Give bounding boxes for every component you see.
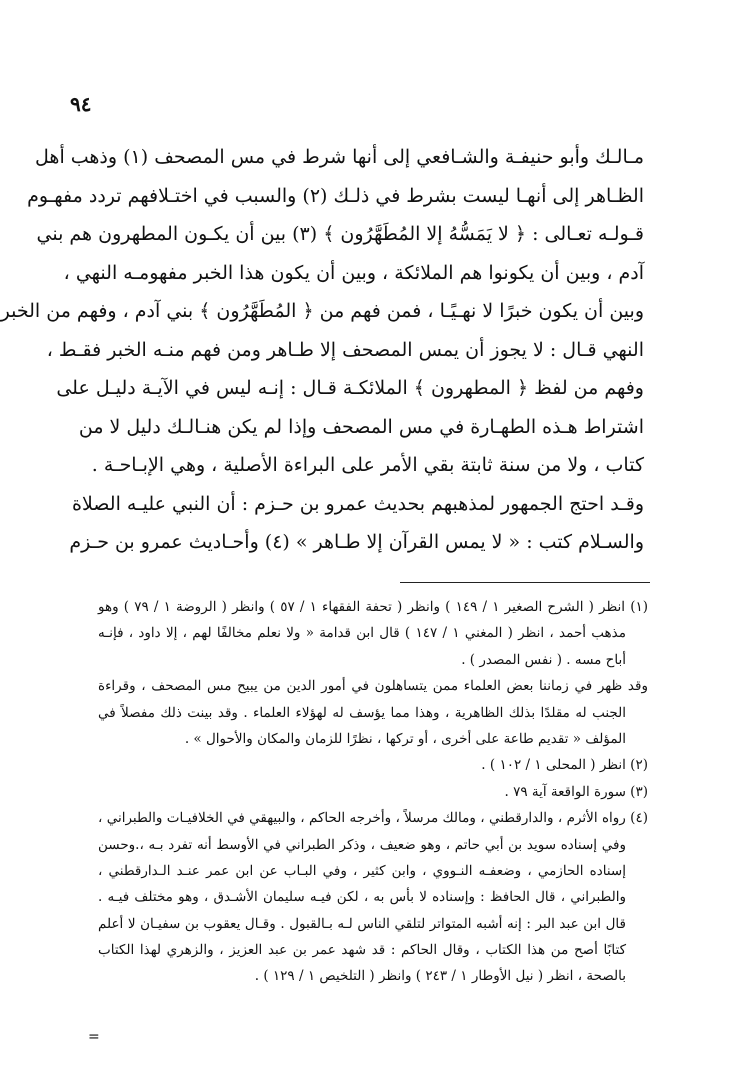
text-line: مـالـك وأبو حنيفـة والشـافعي إلى أنها شرط في مس المصحف (١) وذهب أهل bbox=[35, 146, 644, 168]
text-line: والسـلام كتب : « لا يمس القرآن إلا طـاهر » (٤) وأحـاديث عمرو بن حـزم bbox=[69, 531, 644, 553]
footnotes bbox=[98, 594, 648, 990]
text-line: وفهم من لفظ ﴿ المطهرون ﴾ الملائكـة قـال : إنـه ليس في الآيـة دليـل على bbox=[56, 377, 644, 399]
text-line: كتاب ، ولا من سنة ثابتة بقي الأمر على البراءة الأصلية ، وهي الإبـاحـة . bbox=[91, 454, 644, 476]
main-text bbox=[0, 138, 644, 562]
footnote-line: وقد ظهر في زماننا بعض العلماء ممن يتساهلون في أمور الدين من يبيح مس المصحف ، وقراءة bbox=[98, 678, 648, 695]
text-line: النهي قـال : لا يجوز أن يمس المصحف إلا طـاهر ومن فهم منـه الخبر فقـط ، bbox=[46, 338, 644, 361]
footnote-line: وفي إسناده سويد بن أبي حاتم ، وهو ضعيف ، وذكر الطبراني في الأوسط أنه تفرد بـه ،.وحسن bbox=[98, 836, 626, 853]
footnote-line: والطبراني ، قال الحافظ : وإسناده لا بأس به ، لكن فيـه سليمان الأشـدق ، وهو مختلف فيـه . bbox=[98, 889, 626, 906]
page-number: ٩٤ bbox=[70, 92, 92, 116]
footnote-line: مذهب أحمد ، انظر ( المغني ١ / ١٤٧ ) قال ابن قدامة « ولا نعلم مخالفًا لهم ، إلا داود ، فإنـه bbox=[98, 625, 626, 642]
footnote-line: أباح مسه . ( نفس المصدر ) . bbox=[461, 651, 626, 668]
footnote-line: قال ابن عبد البر : إنه أشبه المتواتر لتلقي الناس لـه بـالقبول . وقـال يعقوب بن سفيـان لا أعلم bbox=[98, 915, 626, 932]
footnote-line: (٣) سورة الواقعة آية ٧٩ . bbox=[504, 783, 648, 800]
footnote-divider bbox=[400, 582, 650, 583]
text-line: قـولـه تعـالى : ﴿ لا يَمَسُّهُ إلا المُطَهَّرُون ﴾ (٣) بين أن يكـون المطهرون هم بني bbox=[36, 223, 644, 245]
footnote-line: (٢) انظر ( المحلى ١ / ١٠٢ ) . bbox=[481, 757, 648, 774]
text-line: اشتراط هـذه الطهـارة في مس المصحف وإذا لم يكن هنـالـك دليل لا من bbox=[78, 415, 644, 438]
footnote-line: إسناده الحازمي ، وضعفـه النـووي ، وابن كثير ، وفي البـاب عن ابن عمر عنـد الـدارقطني ، bbox=[98, 862, 626, 879]
footnote-line: كتابًا أصح من هذا الكتاب ، وقال الحاكم : قد شهد عمر بن عبد العزيز ، والزهري لهذا الكتاب bbox=[98, 942, 626, 959]
text-line: وبين أن يكون خبرًا لا نهـيًـا ، فمن فهم من ﴿ المُطَهَّرُون ﴾ بني آدم ، وفهم من الخبر bbox=[0, 300, 644, 322]
footnote-line: المؤلف « تقديم طاعة على أخرى ، أو تركها ، نظرًا للزمان والمكان والأحوال » . bbox=[184, 730, 626, 747]
continuation-mark: = bbox=[88, 1029, 100, 1045]
footnote-line: (٤) رواه الأثرم ، والدارقطني ، ومالك مرسلاً ، وأخرجه الحاكم ، والبيهقي في الخلافيـات والطبراني ، bbox=[98, 810, 648, 827]
text-line: آدم ، وبين أن يكونوا هم الملائكة ، وبين أن يكون هذا الخبر مفهومـه النهي ، bbox=[63, 261, 644, 284]
footnote-line: (١) انظر ( الشرح الصغير ١ / ١٤٩ ) وانظر ( تحفة الفقهاء ١ / ٥٧ ) وانظر ( الروضة ١ / ٧٩ ) وهو bbox=[98, 599, 649, 615]
footnote-line: الجنب له مقلدًا بذلك الظاهرية ، وهذا مما يؤسف له لهؤلاء العلماء . وقد بينت ذلك مفصلاً في bbox=[98, 704, 626, 721]
text-line: وقـد احتج الجمهور لمذهبهم بحديث عمرو بن حـزم : أن النبي عليـه الصلاة bbox=[72, 492, 644, 515]
text-line: الظـاهر إلى أنهـا ليست بشرط في ذلـك (٢) والسبب في اختـلافهم تردد مفهـوم bbox=[27, 184, 644, 207]
footnote-line: بالصحة ، انظر ( نيل الأوطار ١ / ٢٤٣ ) وانظر ( التلخيص ١ / ١٢٩ ) . bbox=[254, 968, 626, 985]
